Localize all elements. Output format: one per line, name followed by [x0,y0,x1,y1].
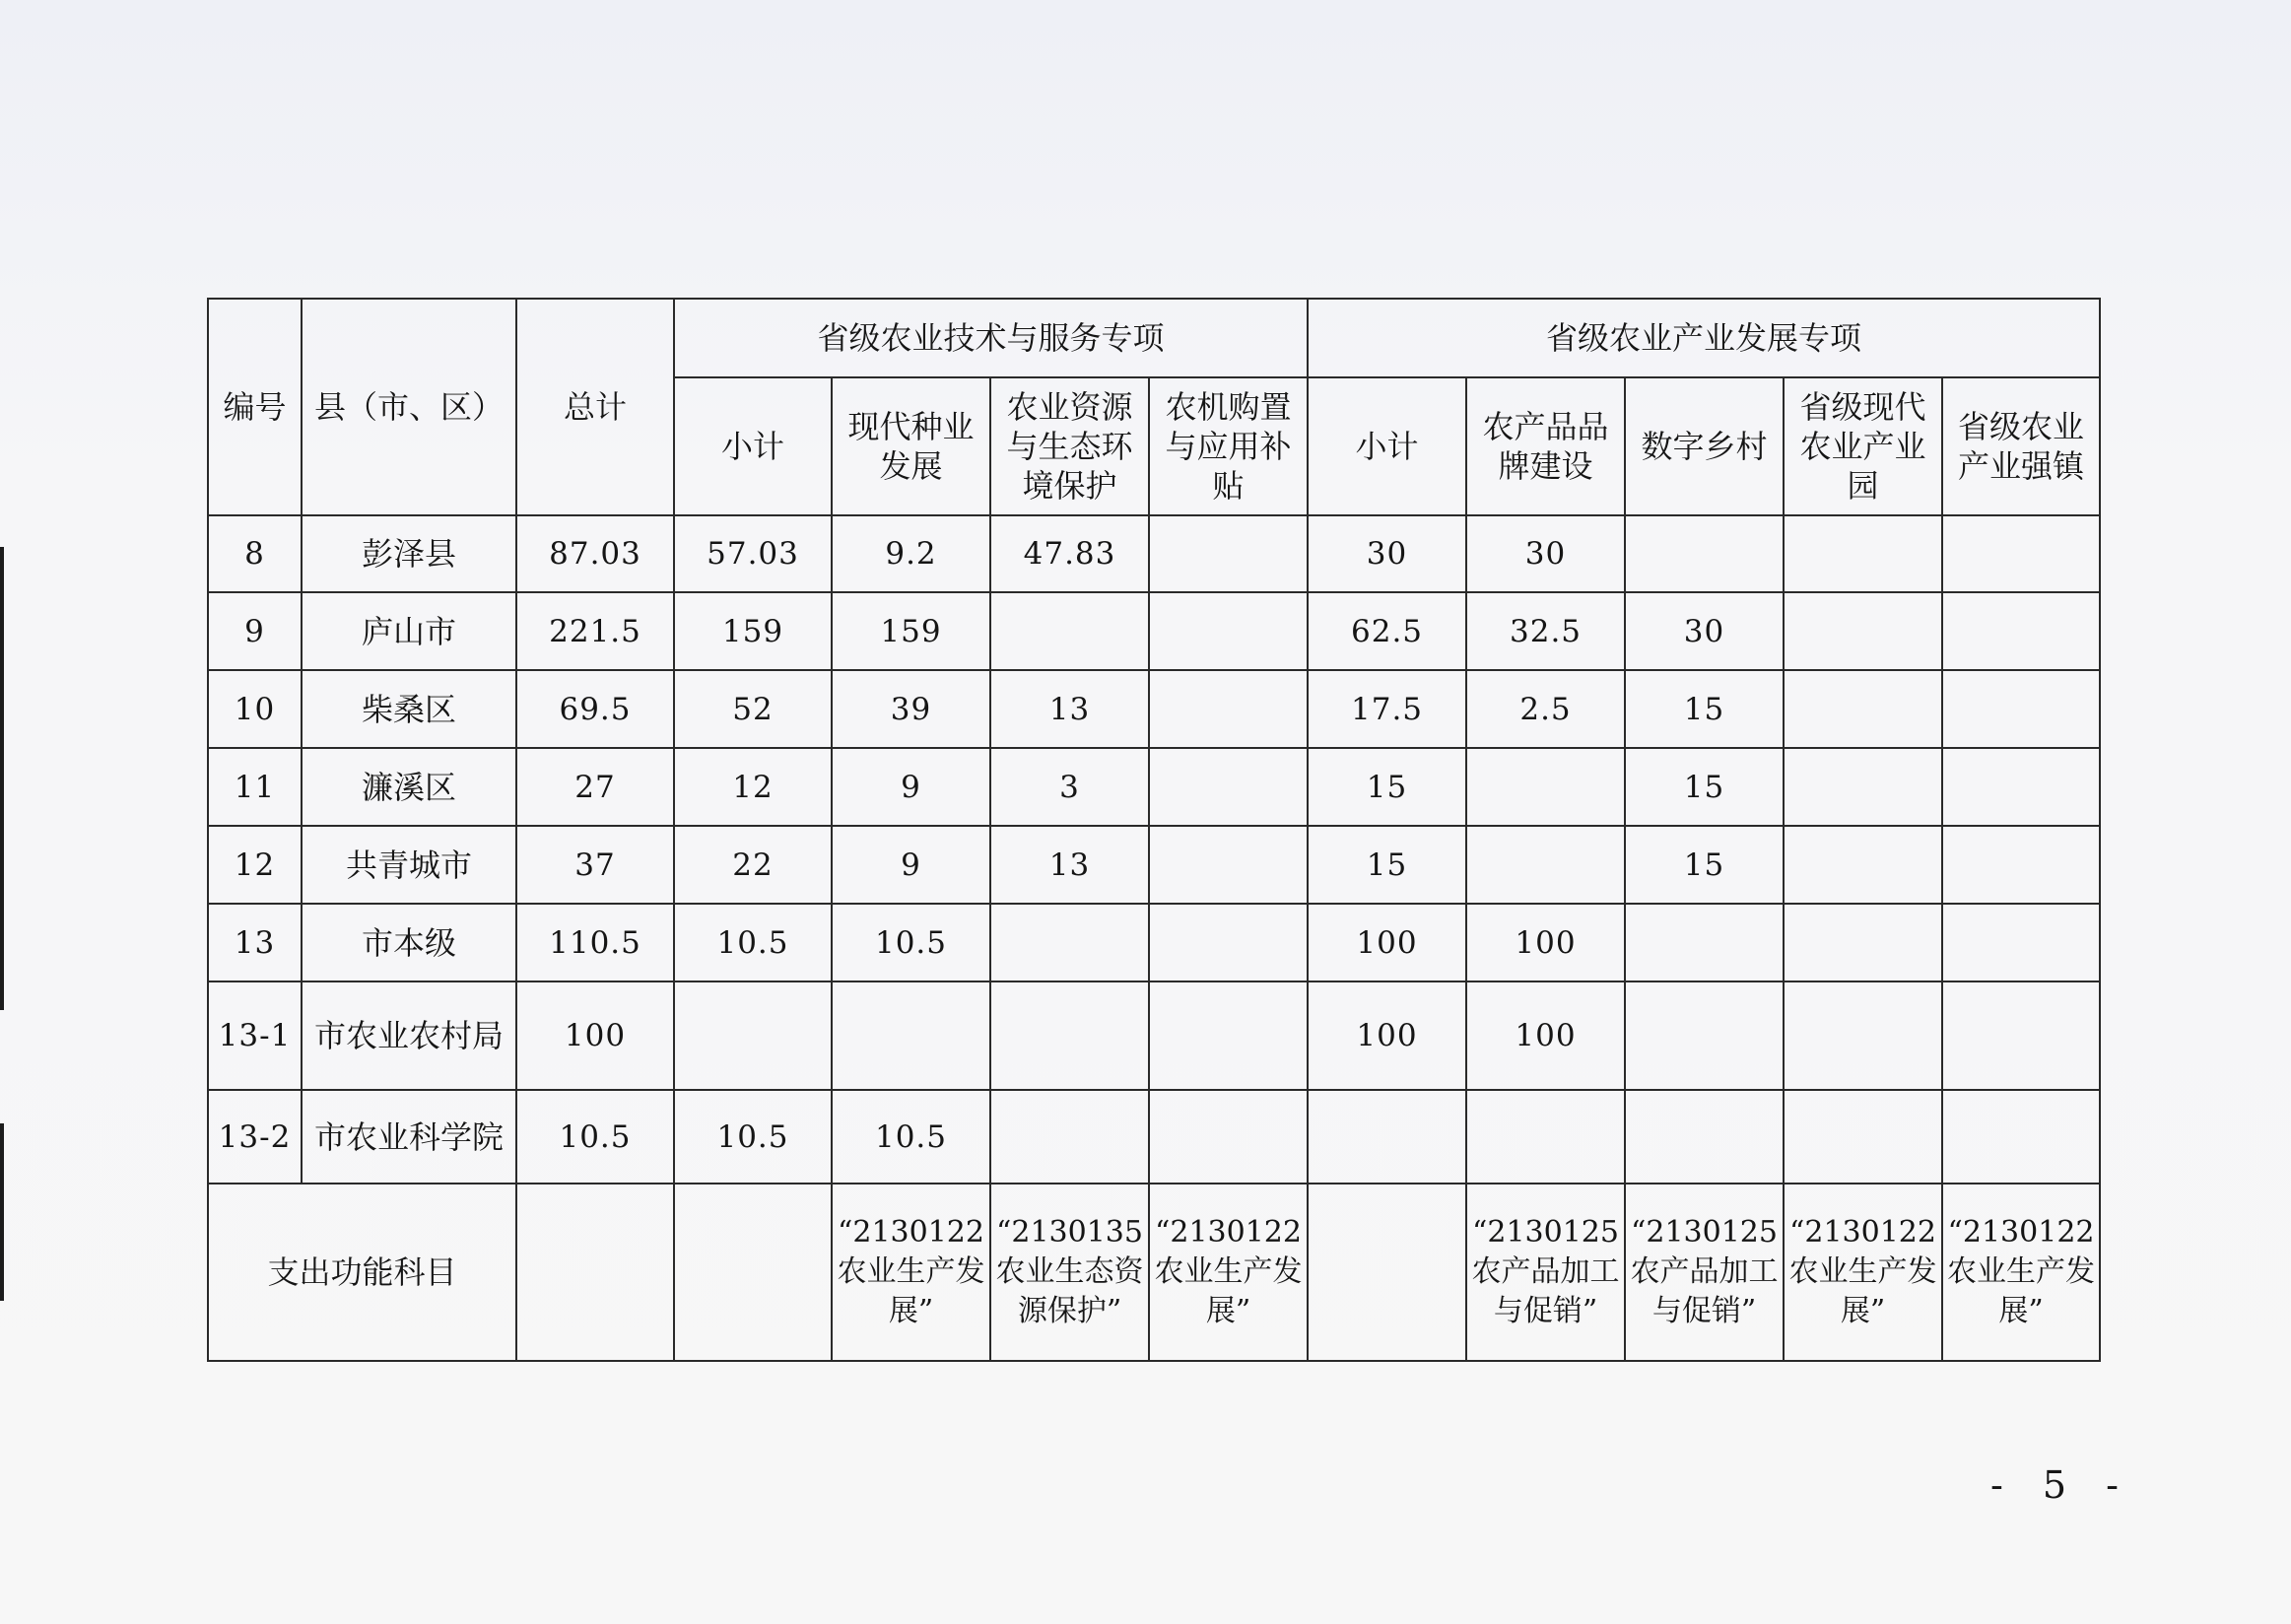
cell-brand: 30 [1466,515,1625,592]
header-group-tech-service: 省级农业技术与服务专项 [674,299,1308,377]
cell-no: 10 [208,670,302,748]
cell-machine [1149,670,1308,748]
cell-town [1942,981,2100,1090]
cell-town [1942,748,2100,826]
cell-seed: 159 [832,592,990,670]
cell-total: 110.5 [516,904,674,981]
table-row [208,592,2100,670]
cell-seed: 39 [832,670,990,748]
table-row [208,748,2100,826]
cell-digital [1625,1090,1784,1184]
cell-seed [832,981,990,1090]
header-town: 省级农业产业强镇 [1942,377,2100,515]
table-row [208,1090,2100,1184]
cell-town [1942,904,2100,981]
cell-g1-sub: 52 [674,670,832,748]
cell-resource: 47.83 [990,515,1149,592]
header-resource: 农业资源与生态环境保护 [990,377,1149,515]
cell-g2-sub [1308,1090,1466,1184]
cell-county: 市农业科学院 [302,1090,516,1184]
cell-no: 8 [208,515,302,592]
footer-g2-sub-empty [1308,1184,1466,1361]
cell-park [1784,1090,1942,1184]
scan-edge-mark [0,547,4,1010]
cell-g1-sub: 22 [674,826,832,904]
cell-seed: 9 [832,748,990,826]
footer-code-machine: “2130122农业生产发展” [1149,1184,1308,1361]
cell-park [1784,748,1942,826]
header-county: 县（市、区） [302,299,516,515]
cell-machine [1149,826,1308,904]
header-no: 编号 [208,299,302,515]
cell-g2-sub: 100 [1308,904,1466,981]
cell-resource: 13 [990,670,1149,748]
cell-total: 10.5 [516,1090,674,1184]
cell-park [1784,904,1942,981]
cell-digital: 30 [1625,592,1784,670]
header-seed: 现代种业发展 [832,377,990,515]
cell-town [1942,1090,2100,1184]
cell-digital: 15 [1625,748,1784,826]
cell-park [1784,826,1942,904]
cell-county: 柴桑区 [302,670,516,748]
cell-g1-sub: 10.5 [674,1090,832,1184]
cell-park [1784,515,1942,592]
cell-brand [1466,826,1625,904]
cell-machine [1149,748,1308,826]
cell-digital: 15 [1625,826,1784,904]
table-row [208,981,2100,1090]
cell-g2-sub: 30 [1308,515,1466,592]
header-brand: 农产品品牌建设 [1466,377,1625,515]
table-row [208,826,2100,904]
cell-total: 27 [516,748,674,826]
cell-resource [990,592,1149,670]
cell-town [1942,826,2100,904]
cell-machine [1149,904,1308,981]
cell-g2-sub: 15 [1308,748,1466,826]
table-row [208,670,2100,748]
footer-code-seed: “2130122农业生产发展” [832,1184,990,1361]
header-group-industry-dev: 省级农业产业发展专项 [1308,299,2100,377]
cell-brand: 32.5 [1466,592,1625,670]
header-machine: 农机购置与应用补贴 [1149,377,1308,515]
table-row [208,904,2100,981]
cell-g1-sub: 159 [674,592,832,670]
cell-county: 濂溪区 [302,748,516,826]
cell-resource [990,981,1149,1090]
cell-brand [1466,748,1625,826]
cell-seed: 9.2 [832,515,990,592]
cell-total: 221.5 [516,592,674,670]
cell-no: 13-1 [208,981,302,1090]
cell-county: 庐山市 [302,592,516,670]
cell-total: 69.5 [516,670,674,748]
cell-g1-sub: 12 [674,748,832,826]
budget-allocation-table [207,298,2101,1362]
footer-total-empty [516,1184,674,1361]
cell-seed: 9 [832,826,990,904]
cell-g2-sub: 100 [1308,981,1466,1090]
scan-edge-mark [0,1123,4,1301]
cell-g2-sub: 62.5 [1308,592,1466,670]
cell-county: 共青城市 [302,826,516,904]
cell-town [1942,515,2100,592]
cell-brand: 100 [1466,904,1625,981]
cell-town [1942,670,2100,748]
header-g2-subtotal: 小计 [1308,377,1466,515]
header-g1-subtotal: 小计 [674,377,832,515]
footer-code-town: “2130122农业生产发展” [1942,1184,2100,1361]
footer-g1-sub-empty [674,1184,832,1361]
footer-code-resource: “2130135农业生态资源保护” [990,1184,1149,1361]
cell-brand: 2.5 [1466,670,1625,748]
cell-g1-sub [674,981,832,1090]
cell-no: 9 [208,592,302,670]
cell-total: 100 [516,981,674,1090]
cell-county: 市农业农村局 [302,981,516,1090]
cell-g2-sub: 15 [1308,826,1466,904]
cell-machine [1149,515,1308,592]
header-digital: 数字乡村 [1625,377,1784,515]
cell-county: 市本级 [302,904,516,981]
cell-resource: 3 [990,748,1149,826]
header-total: 总计 [516,299,674,515]
page-number: - 5 - [1990,1463,2133,1507]
cell-no: 12 [208,826,302,904]
cell-digital [1625,904,1784,981]
cell-machine [1149,981,1308,1090]
cell-resource [990,1090,1149,1184]
table-row [208,515,2100,592]
footer-code-brand: “2130125农产品加工与促销” [1466,1184,1625,1361]
cell-total: 37 [516,826,674,904]
cell-county: 彭泽县 [302,515,516,592]
cell-park [1784,670,1942,748]
cell-digital: 15 [1625,670,1784,748]
cell-machine [1149,592,1308,670]
cell-no: 13-2 [208,1090,302,1184]
cell-no: 13 [208,904,302,981]
cell-digital [1625,981,1784,1090]
cell-g1-sub: 57.03 [674,515,832,592]
footer-code-park: “2130122农业生产发展” [1784,1184,1942,1361]
cell-total: 87.03 [516,515,674,592]
cell-g1-sub: 10.5 [674,904,832,981]
footer-label: 支出功能科目 [208,1184,516,1361]
cell-digital [1625,515,1784,592]
footer-code-digital: “2130125农产品加工与促销” [1625,1184,1784,1361]
cell-no: 11 [208,748,302,826]
cell-brand [1466,1090,1625,1184]
cell-park [1784,592,1942,670]
cell-seed: 10.5 [832,904,990,981]
cell-seed: 10.5 [832,1090,990,1184]
cell-machine [1149,1090,1308,1184]
cell-g2-sub: 17.5 [1308,670,1466,748]
cell-park [1784,981,1942,1090]
header-park: 省级现代农业产业园 [1784,377,1942,515]
cell-resource: 13 [990,826,1149,904]
cell-town [1942,592,2100,670]
cell-brand: 100 [1466,981,1625,1090]
footer-row [208,1184,2100,1361]
cell-resource [990,904,1149,981]
